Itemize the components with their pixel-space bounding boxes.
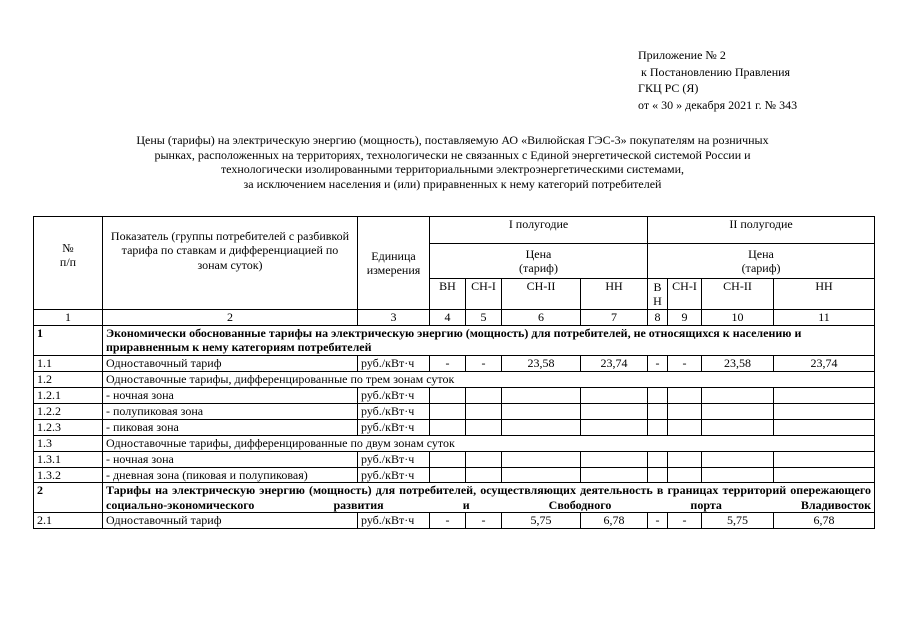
- column-number: 3: [358, 310, 430, 326]
- header-nn: НН: [774, 279, 875, 310]
- row-text: Одноставочный тариф: [103, 513, 358, 529]
- appendix-line: от « 30 » декабря 2021 г. № 343: [638, 97, 798, 112]
- table-row: [34, 419, 875, 435]
- table-row: [34, 326, 875, 356]
- row-text: - дневная зона (пиковая и полупиковая): [103, 467, 358, 482]
- row-text: - пиковая зона: [103, 419, 358, 435]
- table-row: [34, 387, 875, 403]
- tariff-value: 23,58: [702, 355, 774, 371]
- column-number: 10: [702, 310, 774, 326]
- column-number: 7: [581, 310, 648, 326]
- table-row: [34, 483, 875, 513]
- tariff-value: 23,58: [502, 355, 581, 371]
- tariff-value: -: [466, 355, 502, 371]
- header-price: Цена (тариф): [648, 244, 875, 279]
- tariff-value: 5,75: [502, 513, 581, 529]
- row-unit: руб./кВт·ч: [358, 387, 430, 403]
- table-row: [34, 355, 875, 371]
- header-indicator: Показатель (группы потребителей с разбивкой тарифа по ставкам и дифференциацией по зонам суток): [103, 217, 358, 310]
- row-num: 2.1: [34, 513, 103, 529]
- appendix-line: Приложение № 2: [638, 48, 726, 62]
- tariff-value: -: [430, 513, 466, 529]
- column-number: 5: [466, 310, 502, 326]
- header-nn: НН: [581, 279, 648, 310]
- appendix-line: к Постановлению Правления: [638, 64, 791, 79]
- header-sn2: СН-II: [502, 279, 581, 310]
- row-num: 1.2.1: [34, 387, 103, 403]
- row-unit: руб./кВт·ч: [358, 355, 430, 371]
- row-num: 1.3.2: [34, 467, 103, 482]
- row-num: 1: [34, 326, 103, 356]
- header-unit: Единица измерения: [358, 217, 430, 310]
- column-number: 1: [34, 310, 103, 326]
- column-number: 6: [502, 310, 581, 326]
- tariff-value: -: [430, 355, 466, 371]
- row-text: - ночная зона: [103, 387, 358, 403]
- tariff-value: 23,74: [774, 355, 875, 371]
- header-half1: I полугодие: [430, 217, 648, 244]
- column-number: 11: [774, 310, 875, 326]
- header-vn: В Н: [648, 279, 668, 310]
- tariff-value: -: [648, 355, 668, 371]
- table-row: [34, 371, 875, 387]
- tariff-value: 23,74: [581, 355, 648, 371]
- table-row: [34, 467, 875, 482]
- header-price: Цена (тариф): [430, 244, 648, 279]
- header-sn1: СН-I: [668, 279, 702, 310]
- row-unit: руб./кВт·ч: [358, 451, 430, 467]
- row-unit: руб./кВт·ч: [358, 419, 430, 435]
- row-num: 1.1: [34, 355, 103, 371]
- row-text: Одноставочные тарифы, дифференцированные по трем зонам суток: [103, 371, 875, 387]
- tariff-value: 6,78: [774, 513, 875, 529]
- header-sn1: СН-I: [466, 279, 502, 310]
- title-line: технологически изолированными территориальными электроэнергетическими системами,: [220, 162, 685, 176]
- header-half2: II полугодие: [648, 217, 875, 244]
- tariff-value: 5,75: [702, 513, 774, 529]
- row-text: Одноставочные тарифы, дифференцированные по двум зонам суток: [103, 435, 875, 451]
- row-num: 1.3.1: [34, 451, 103, 467]
- row-num: 1.2: [34, 371, 103, 387]
- row-unit: руб./кВт·ч: [358, 467, 430, 482]
- header-sn2: СН-II: [702, 279, 774, 310]
- table-row: [34, 403, 875, 419]
- document-title: [20, 133, 885, 191]
- header-vn: ВН: [430, 279, 466, 310]
- row-unit: руб./кВт·ч: [358, 513, 430, 529]
- row-num: 1.2.2: [34, 403, 103, 419]
- tariff-value: -: [648, 513, 668, 529]
- column-number: 4: [430, 310, 466, 326]
- row-num: 1.3: [34, 435, 103, 451]
- row-text: - ночная зона: [103, 451, 358, 467]
- row-num: 1.2.3: [34, 419, 103, 435]
- column-number: 2: [103, 310, 358, 326]
- row-num: 2: [34, 483, 103, 513]
- title-line: Цены (тарифы) на электрическую энергию (мощность), поставляемую АО «Вилюйская ГЭС-3» покупателям на розничных: [136, 133, 769, 147]
- row-unit: руб./кВт·ч: [358, 403, 430, 419]
- row-text: Тарифы на электрическую энергию (мощность) для потребителей, осуществляющих деятельность в границах территорий опережающего социально-экономического развития и Свободного порта Владивосток: [103, 483, 875, 513]
- appendix-block: [638, 47, 797, 113]
- tariff-value: -: [668, 513, 702, 529]
- row-text: Экономически обоснованные тарифы на электрическую энергию (мощность) для потребителей, не относящихся к населению и приравненным к нему категориям потребителей: [103, 326, 875, 356]
- row-text: Одноставочный тариф: [103, 355, 358, 371]
- table-row: [34, 435, 875, 451]
- table-row: [34, 513, 875, 529]
- tariff-value: 6,78: [581, 513, 648, 529]
- column-number: 8: [648, 310, 668, 326]
- title-line: за исключением населения и (или) приравненных к нему категорий потребителей: [243, 176, 662, 191]
- row-text: - полупиковая зона: [103, 403, 358, 419]
- title-line: рынках, расположенных на территориях, технологически не связанных с Единой энергетической системой России и: [154, 147, 751, 162]
- column-number: 9: [668, 310, 702, 326]
- header-num: № п/п: [34, 217, 103, 310]
- tariff-value: -: [466, 513, 502, 529]
- tariff-table: [33, 216, 875, 529]
- table-row: [34, 451, 875, 467]
- tariff-value: -: [668, 355, 702, 371]
- appendix-line: ГКЦ РС (Я): [638, 81, 699, 95]
